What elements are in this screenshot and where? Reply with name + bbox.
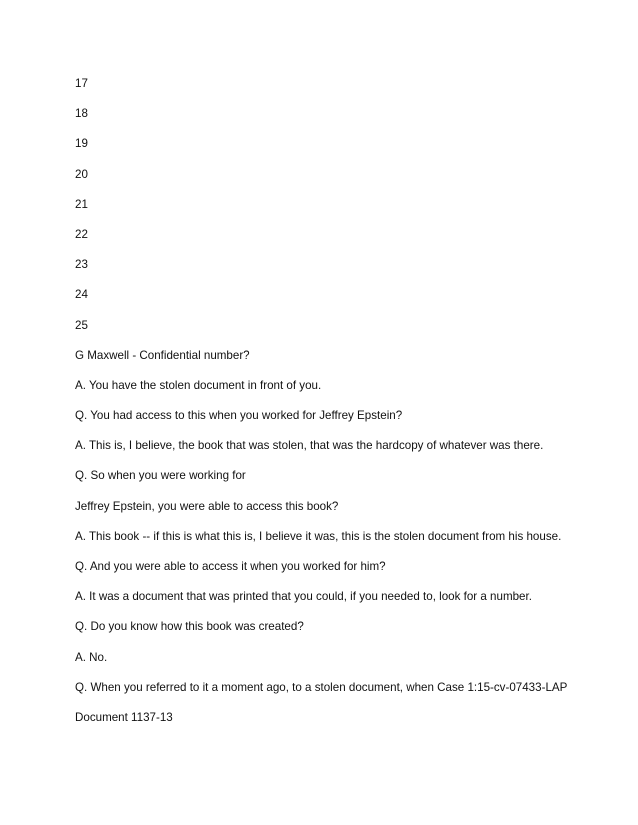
transcript-line: Q. You had access to this when you worked for Jeffrey Epstein? [75,409,403,423]
line-number: 23 [75,258,88,272]
line-number: 19 [75,137,88,151]
transcript-line: A. It was a document that was printed that you could, if you needed to, look for a number. [75,590,532,604]
line-number: 18 [75,107,88,121]
transcript-line: Q. And you were able to access it when you worked for him? [75,560,386,573]
line-number: 20 [75,167,88,181]
transcript-line: A. You have the stolen document in front of you. [75,378,322,392]
transcript-line: A. No. [75,650,108,664]
line-number: 22 [75,227,88,241]
transcript-line: Q. When you referred to it a moment ago, to a stolen document, when Case 1:15-cv-07433-LAP [75,680,568,694]
line-number: 21 [75,197,88,211]
transcript-line: Q. Do you know how this book was created? [75,620,304,634]
transcript-line: G Maxwell - Confidential number? [75,348,250,362]
line-number: 17 [75,77,88,90]
transcript-line: Q. So when you were working for [75,469,246,483]
transcript-line: A. This book -- if this is what this is, I believe it was, this is the stolen document from his house. [75,529,562,543]
transcript-line: A. This is, I believe, the book that was stolen, that was the hardcopy of whatever was there. [75,439,544,453]
document-body [75,76,615,740]
transcript-line: Jeffrey Epstein, you were able to access this book? [75,499,339,513]
transcript-line: Document 1137-13 [75,710,173,724]
line-number: 25 [75,318,88,332]
line-number: 24 [75,288,88,302]
